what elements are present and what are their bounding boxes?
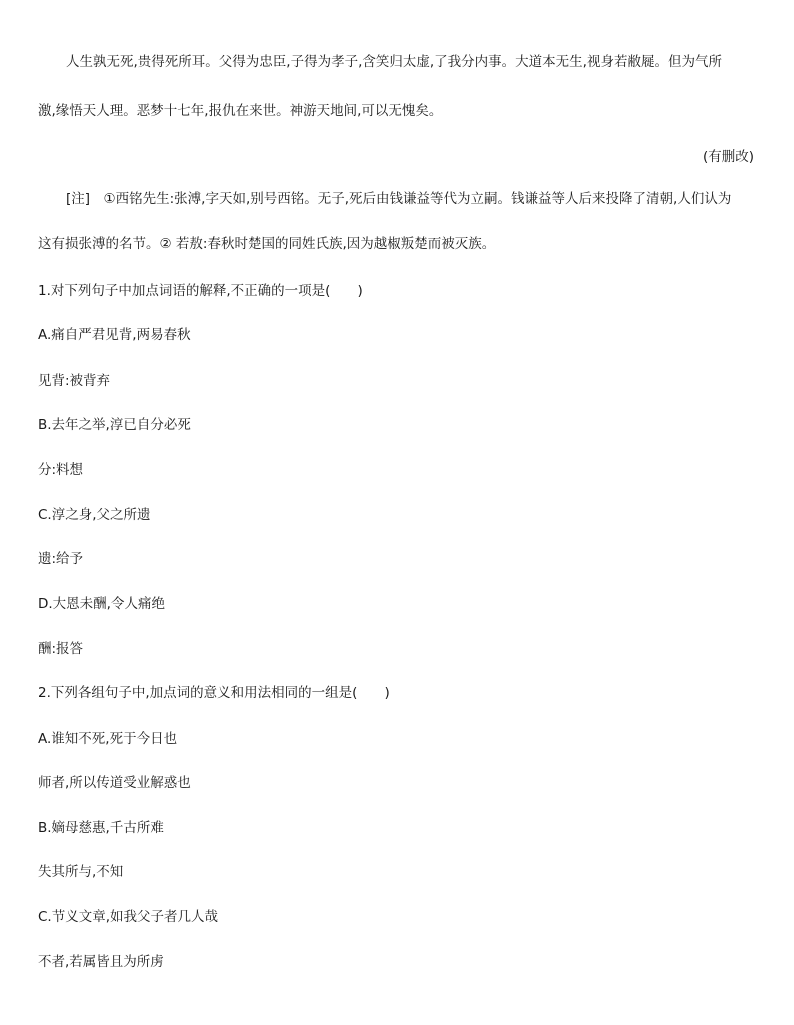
q1-option-b-gloss: 分:料想: [38, 462, 84, 478]
q1-option-b: B.去年之举,淳已自分必死: [38, 417, 191, 433]
question-1-stem: 1.对下列句子中加点词语的解释,不正确的一项是( ): [38, 283, 363, 299]
q2-option-c-line-1: C.节义文章,如我父子者几人哉: [38, 909, 219, 925]
q1-option-d-gloss: 酬:报答: [38, 641, 84, 657]
notes-line-1: [38, 187, 731, 207]
source-note: (有删改): [702, 149, 754, 165]
q2-option-b-line-1: B.嫡母慈惠,千古所难: [38, 820, 164, 836]
passage-line-2: 激,缘悟天人理。恶梦十七年,报仇在来世。神游天地间,可以无愧矣。: [38, 103, 443, 119]
passage-line-1: [38, 50, 722, 70]
q2-option-a-line-2: 师者,所以传道受业解惑也: [38, 775, 191, 791]
q2-option-b-line-2: 失其所与,不知: [38, 864, 124, 880]
q1-option-a: A.痛自严君见背,两易春秋: [38, 327, 191, 343]
q1-option-c-gloss: 遗:给予: [38, 551, 84, 567]
notes-line-2: 这有损张溥的名节。② 若敖:春秋时楚国的同姓氏族,因为越椒叛楚而被灭族。: [38, 236, 496, 252]
q2-option-c-line-2: 不者,若属皆且为所虏: [38, 954, 164, 970]
passage-text-1: 人生孰无死,贵得死所耳。父得为忠臣,子得为孝子,含笑归太虚,了我分内事。大道本无生,视身若敝屣。但为气所: [66, 54, 722, 70]
q1-option-c: C.淳之身,父之所遗: [38, 507, 151, 523]
q1-option-a-gloss: 见背:被背弃: [38, 373, 111, 389]
notes-text-1: [注] ①西铭先生:张溥,字天如,别号西铭。无子,死后由钱谦益等代为立嗣。钱谦益等人后来投降了清朝,人们认为: [66, 191, 732, 207]
question-2-stem: 2.下列各组句子中,加点词的意义和用法相同的一组是( ): [38, 685, 390, 701]
q2-option-a-line-1: A.谁知不死,死于今日也: [38, 731, 178, 747]
q1-option-d: D.大恩未酬,令人痛绝: [38, 596, 165, 612]
